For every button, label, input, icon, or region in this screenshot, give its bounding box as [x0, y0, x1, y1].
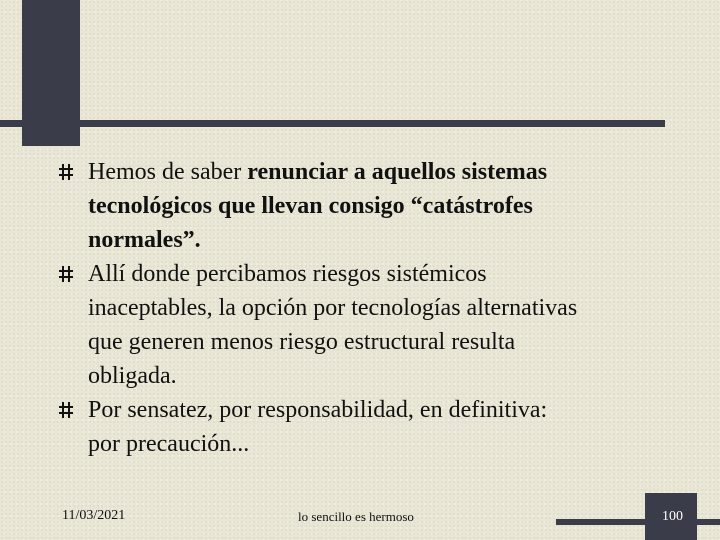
text: que generen menos riesgo estructural resulta	[88, 329, 516, 355]
text: obligada.	[88, 363, 177, 389]
hash-bullet-icon	[58, 163, 74, 181]
page-number-box	[645, 493, 697, 540]
text: Hemos de saber	[88, 159, 248, 185]
hash-bullet-icon	[58, 265, 74, 283]
bullet-line	[88, 291, 678, 325]
bold-text: renunciar a aquellos sistemas	[247, 159, 548, 185]
text: por precaución...	[88, 431, 250, 457]
bold-text: tecnológicos que llevan consigo “catástrofes	[88, 193, 533, 219]
bullet-line	[88, 359, 678, 393]
text: inaceptables, la opción por tecnologías alternativas	[88, 295, 578, 321]
bullet-line	[88, 189, 678, 223]
bullet-item	[58, 257, 678, 393]
bullet-item	[58, 393, 678, 461]
footer-title: lo sencillo es hermoso	[298, 509, 414, 524]
bold-text: normales”.	[88, 227, 201, 253]
text: Allí donde percibamos riesgos sistémicos	[88, 261, 487, 287]
text: Por sensatez, por responsabilidad, en definitiva:	[88, 397, 548, 423]
hash-bullet-icon	[58, 401, 74, 419]
decorative-top-rule	[0, 120, 665, 127]
bullet-line	[88, 223, 678, 257]
bullet-line	[88, 427, 678, 461]
page-number: 100	[662, 509, 683, 524]
bullet-line	[88, 155, 678, 189]
slide-body	[58, 155, 678, 461]
bullet-line	[88, 325, 678, 359]
bullet-line	[88, 257, 678, 291]
bullet-line	[88, 393, 678, 427]
bullet-item	[58, 155, 678, 257]
footer-date: 11/03/2021	[62, 508, 126, 523]
